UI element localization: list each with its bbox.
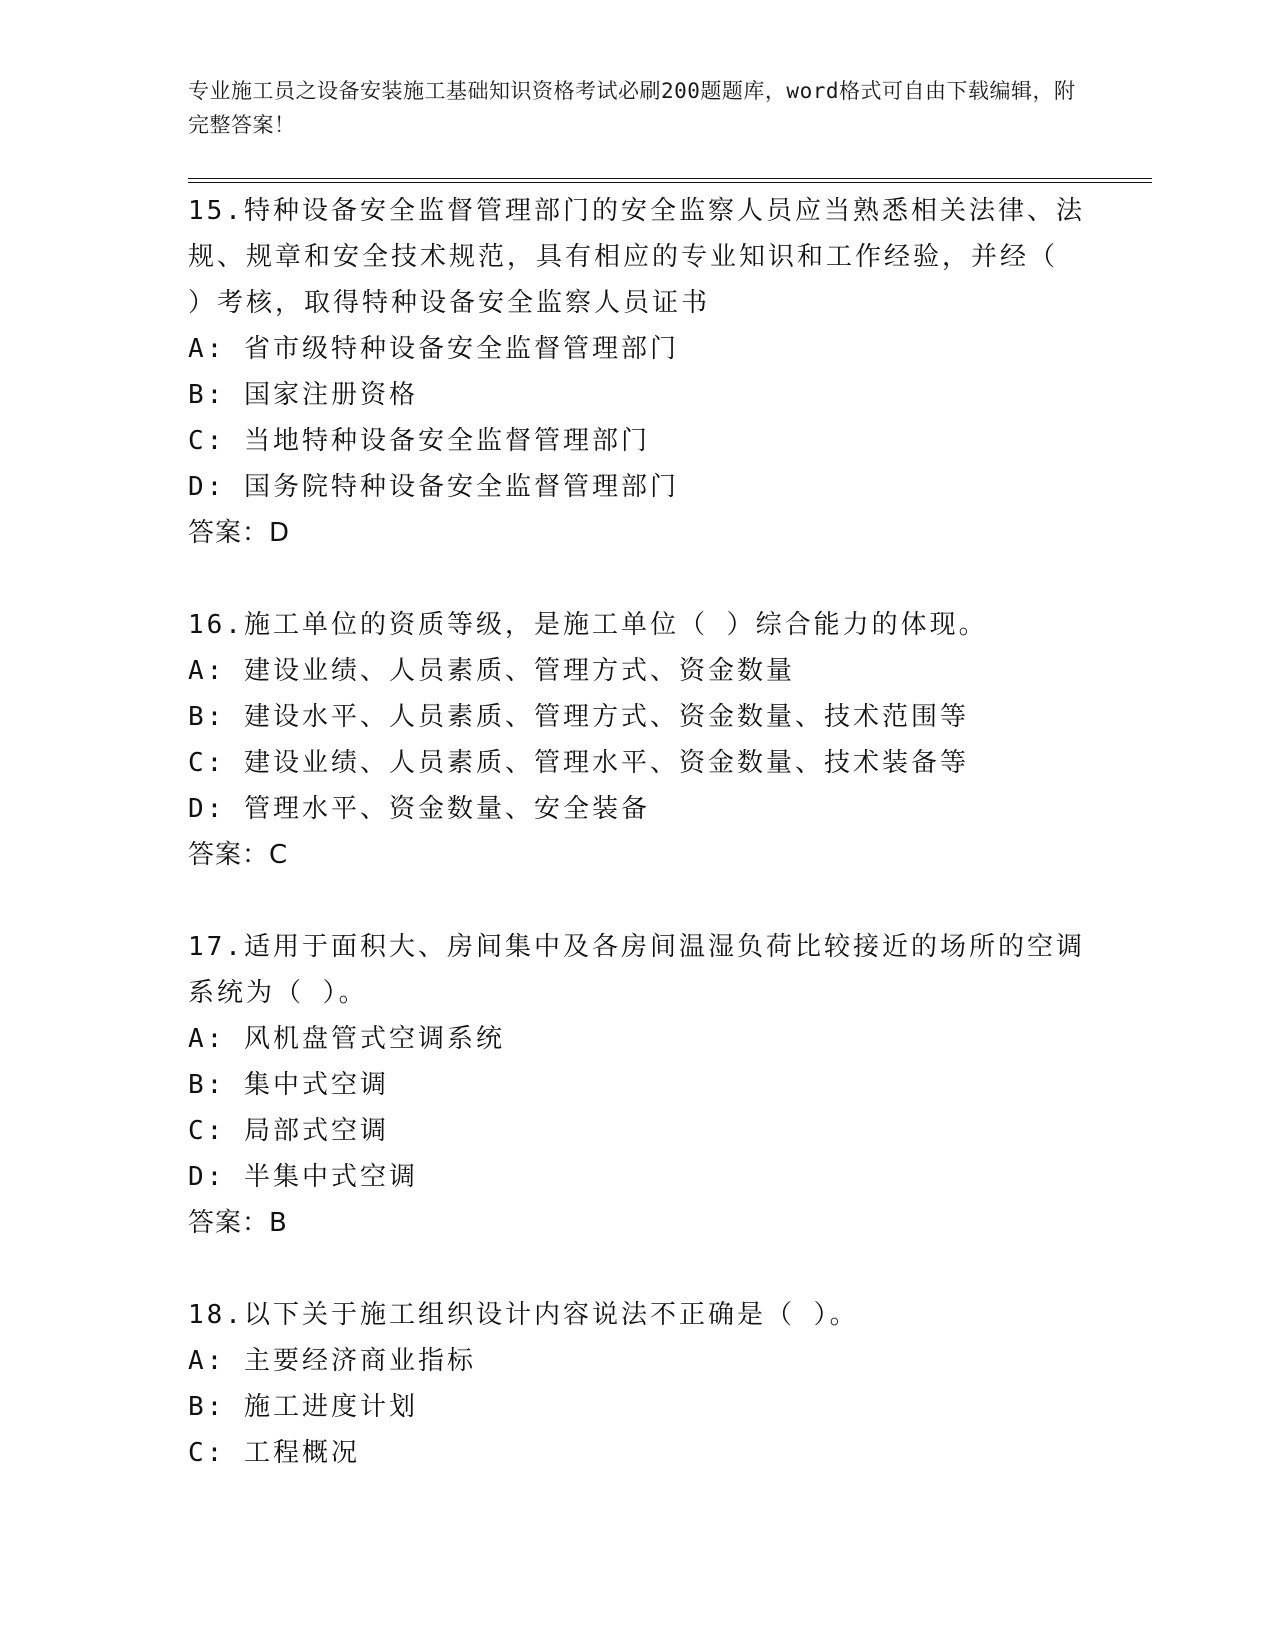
option-a: A: 风机盘管式空调系统 [188, 1024, 505, 1054]
option-c: C: 建设业绩、人员素质、管理水平、资金数量、技术装备等 [188, 748, 969, 778]
question-18 [188, 1292, 1088, 1476]
option-a: A: 主要经济商业指标 [188, 1346, 476, 1376]
question-stem: 15.特种设备安全监督管理部门的安全监察人员应当熟悉相关法律、法规、规章和安全技术规范，具有相应的专业知识和工作经验，并经（ ）考核，取得特种设备安全监察人员证书 [188, 196, 1085, 318]
option-d: D: 国务院特种设备安全监督管理部门 [188, 472, 679, 502]
question-stem: 17.适用于面积大、房间集中及各房间温湿负荷比较接近的场所的空调系统为（ ）。 [188, 932, 1085, 1008]
option-c: C: 局部式空调 [188, 1116, 389, 1146]
option-b: B: 建设水平、人员素质、管理方式、资金数量、技术范围等 [188, 702, 969, 732]
option-b: B: 集中式空调 [188, 1070, 389, 1100]
option-c: C: 工程概况 [188, 1438, 360, 1468]
question-stem: 16.施工单位的资质等级，是施工单位（ ）综合能力的体现。 [188, 610, 988, 640]
option-b: B: 国家注册资格 [188, 380, 418, 410]
option-d: D: 半集中式空调 [188, 1162, 418, 1192]
option-b: B: 施工进度计划 [188, 1392, 418, 1422]
question-stem: 18.以下关于施工组织设计内容说法不正确是（ ）。 [188, 1300, 859, 1330]
question-17 [188, 924, 1088, 1246]
option-a: A: 省市级特种设备安全监督管理部门 [188, 334, 679, 364]
question-list [188, 188, 1088, 1522]
question-15 [188, 188, 1088, 556]
option-a: A: 建设业绩、人员素质、管理方式、资金数量 [188, 656, 795, 686]
answer-line: 答案：C [188, 840, 289, 870]
question-16 [188, 602, 1088, 878]
answer-line: 答案：D [188, 518, 291, 548]
option-d: D: 管理水平、资金数量、安全装备 [188, 794, 650, 824]
option-c: C: 当地特种设备安全监督管理部门 [188, 426, 650, 456]
header-divider [188, 178, 1152, 183]
document-header: 专业施工员之设备安装施工基础知识资格考试必刷200题题库，word格式可自由下载编辑，附完整答案！ [188, 79, 1076, 137]
answer-line: 答案：B [188, 1208, 288, 1238]
